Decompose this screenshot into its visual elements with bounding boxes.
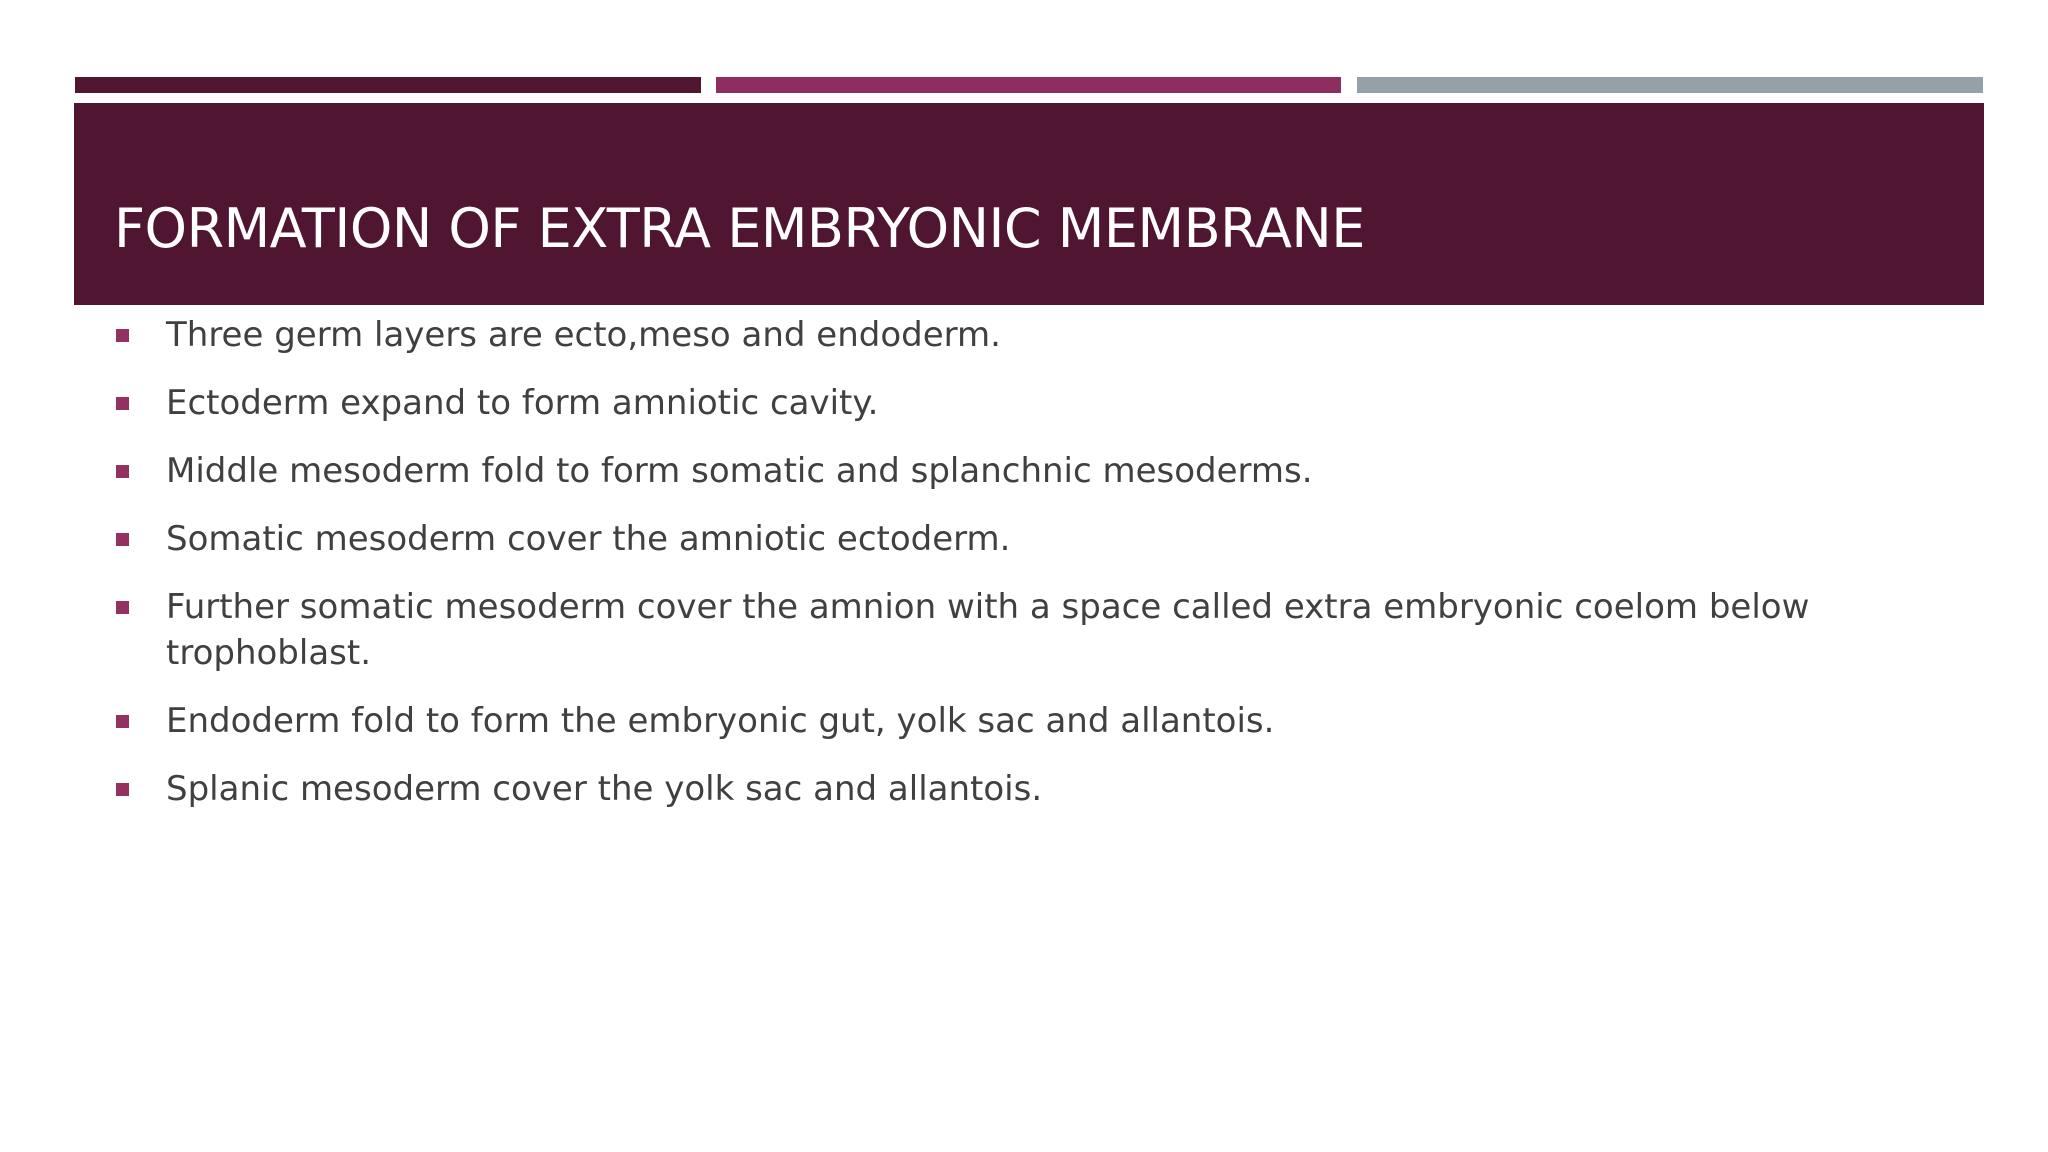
accent-bar-dark-plum: [75, 77, 701, 93]
square-bullet-icon: [116, 783, 129, 796]
square-bullet-icon: [116, 533, 129, 546]
title-band: [74, 103, 1984, 305]
accent-bar-magenta: [716, 77, 1341, 93]
accent-bar-gray: [1357, 77, 1983, 93]
square-bullet-icon: [116, 715, 129, 728]
bullet-text: Ectoderm expand to form amniotic cavity.: [166, 383, 879, 423]
bullet-text: Middle mesoderm fold to form somatic and splanchnic mesoderms.: [166, 451, 1313, 491]
bullet-text: Splanic mesoderm cover the yolk sac and allantois.: [166, 769, 1043, 809]
bullet-text: Further somatic mesoderm cover the amnion with a space called extra embryonic coelom below trophoblast.: [166, 587, 1810, 673]
bullet-item: [116, 448, 1876, 494]
slide-title: FORMATION OF EXTRA EMBRYONIC MEMBRANE: [114, 197, 1365, 260]
bullet-text: Somatic mesoderm cover the amniotic ectoderm.: [166, 519, 1011, 559]
bullet-item: [116, 698, 1876, 744]
bullet-list: [116, 312, 1876, 834]
bullet-text: Endoderm fold to form the embryonic gut, yolk sac and allantois.: [166, 701, 1275, 741]
square-bullet-icon: [116, 397, 129, 410]
bullet-item: [116, 312, 1876, 358]
bullet-item: [116, 516, 1876, 562]
bullet-item: [116, 380, 1876, 426]
bullet-item: [116, 766, 1876, 812]
square-bullet-icon: [116, 601, 129, 614]
square-bullet-icon: [116, 329, 129, 342]
bullet-item: [116, 584, 1876, 676]
bullet-text: Three germ layers are ecto,meso and endoderm.: [166, 315, 1001, 355]
square-bullet-icon: [116, 465, 129, 478]
